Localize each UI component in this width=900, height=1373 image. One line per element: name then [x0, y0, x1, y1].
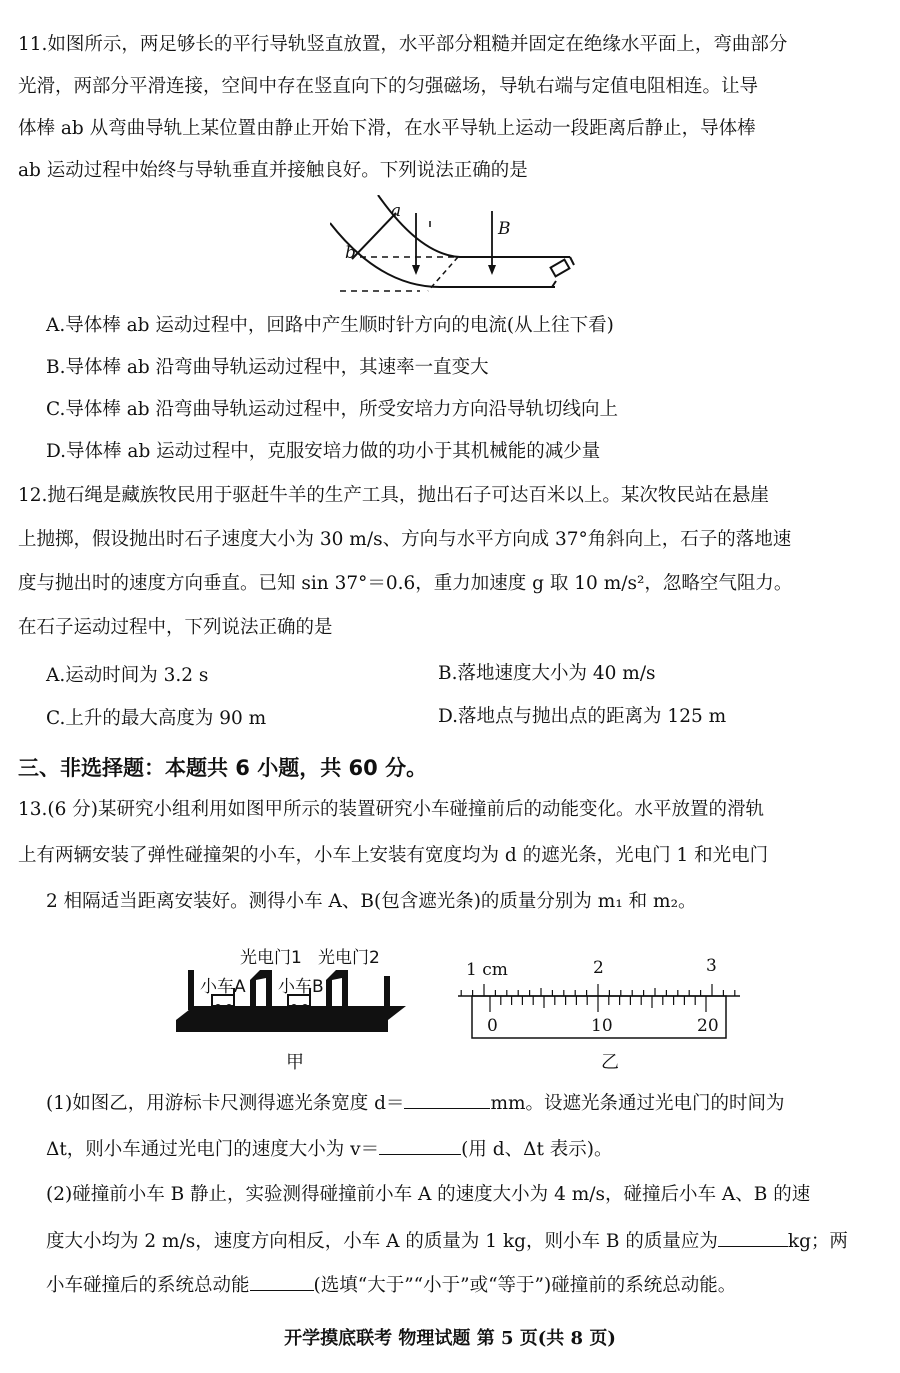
section-3-title: 三、非选择题：本题共 6 小题，共 60 分。	[18, 756, 428, 780]
q12-option-c: C.上升的最大高度为 90 m	[46, 708, 267, 729]
answer-blank-velocity[interactable]	[379, 1136, 461, 1155]
q13-line-1: 13.(6 分)某研究小组利用如图甲所示的装置研究小车碰撞前后的动能变化。水平放置的滑轨	[18, 799, 765, 820]
q13-part1-text-d: (用 d、Δt 表示)。	[461, 1139, 613, 1160]
q13-part1-text-b: mm。设遮光条通过光电门的时间为	[490, 1093, 785, 1114]
q13-part2-line-3	[46, 1272, 736, 1299]
q13-part1-text-c: Δt，则小车通过光电门的速度大小为 v＝	[46, 1139, 380, 1160]
q11-option-a: A.导体棒 ab 运动过程中，回路中产生顺时针方向的电流(从上往下看)	[46, 315, 614, 336]
q13-part2-text-b: 度大小均为 2 m/s，速度方向相反，小车 A 的质量为 1 kg，则小车 B 的质量应为	[46, 1231, 718, 1252]
label-car-b: 小车B	[278, 977, 324, 997]
q11-line-3: 体棒 ab 从弯曲导轨上某位置由静止开始下滑，在水平导轨上运动一段距离后静止，导体棒	[18, 118, 756, 139]
answer-blank-width-d[interactable]	[404, 1090, 490, 1109]
q13-part2-line-1: (2)碰撞前小车 B 静止，实验测得碰撞前小车 A 的速度大小为 4 m/s，碰撞后小车 A、B 的速	[46, 1184, 811, 1205]
q11-figure-rails	[330, 195, 590, 305]
q11-line-2: 光滑，两部分平滑连接，空间中存在竖直向下的匀强磁场，导轨右端与定值电阻相连。让导	[18, 76, 759, 97]
label-b: b	[345, 243, 356, 263]
q12-option-b: B.落地速度大小为 40 m/s	[438, 663, 656, 684]
q13-line-2: 上有两辆安装了弹性碰撞架的小车，小车上安装有宽度均为 d 的遮光条，光电门 1 和光电门	[18, 845, 769, 866]
page-footer: 开学摸底联考 物理试题 第 5 页(共 8 页)	[284, 1328, 616, 1349]
q12-line-1: 12.抛石绳是藏族牧民用于驱赶牛羊的生产工具，抛出石子可达百米以上。某次牧民站在悬崖	[18, 485, 769, 506]
main-scale-label-3: 3	[706, 956, 717, 976]
label-B-field: B	[498, 219, 511, 239]
q13-part2-text-d: 小车碰撞后的系统总动能	[46, 1275, 250, 1296]
q11-line-4: ab 运动过程中始终与导轨垂直并接触良好。下列说法正确的是	[18, 160, 528, 181]
caption-jia: 甲	[286, 1052, 304, 1073]
vernier-label-10: 10	[591, 1016, 613, 1036]
answer-blank-energy-compare[interactable]	[250, 1272, 314, 1291]
q12-line-4: 在石子运动过程中，下列说法正确的是	[18, 617, 333, 638]
answer-blank-mass-b[interactable]	[718, 1228, 788, 1247]
q13-line-3: 2 相隔适当距离安装好。测得小车 A、B(包含遮光条)的质量分别为 m₁ 和 m₂。	[46, 891, 697, 912]
vernier-label-20: 20	[697, 1016, 719, 1036]
label-a: a	[391, 201, 402, 221]
label-gate-1: 光电门1	[240, 948, 302, 968]
q13-part1-line-2	[46, 1136, 612, 1163]
caption-yi: 乙	[601, 1052, 619, 1073]
q11-option-b: B.导体棒 ab 沿弯曲导轨运动过程中，其速率一直变大	[46, 357, 489, 378]
main-scale-label-1cm: 1 cm	[466, 960, 508, 980]
q13-part2-text-e: (选填“大于”“小于”或“等于”)碰撞前的系统总动能。	[313, 1275, 737, 1296]
label-car-a: 小车A	[200, 977, 246, 997]
q13-part1-text-a: (1)如图乙，用游标卡尺测得遮光条宽度 d＝	[46, 1093, 405, 1114]
label-gate-2: 光电门2	[318, 948, 380, 968]
q11-option-d: D.导体棒 ab 运动过程中，克服安培力做的功小于其机械能的减少量	[46, 441, 601, 462]
q11-line-1: 11.如图所示，两足够长的平行导轨竖直放置，水平部分粗糙并固定在绝缘水平面上，弯曲部分	[18, 34, 788, 55]
q12-line-3: 度与抛出时的速度方向垂直。已知 sin 37°＝0.6，重力加速度 g 取 10 m/s²，忽略空气阻力。	[18, 573, 793, 594]
q13-part1-line-1	[46, 1090, 785, 1117]
q12-line-2: 上抛掷，假设抛出时石子速度大小为 30 m/s、方向与水平方向成 37°角斜向上，石子的落地速	[18, 529, 792, 550]
vernier-label-0: 0	[487, 1016, 498, 1036]
q13-part2-line-2	[46, 1228, 848, 1255]
q13-part2-text-c: kg；两	[787, 1231, 848, 1252]
q12-option-d: D.落地点与抛出点的距离为 125 m	[438, 706, 727, 727]
q11-option-c: C.导体棒 ab 沿弯曲导轨运动过程中，所受安培力方向沿导轨切线向上	[46, 399, 619, 420]
q12-option-a: A.运动时间为 3.2 s	[46, 665, 209, 686]
main-scale-label-2: 2	[593, 958, 604, 978]
